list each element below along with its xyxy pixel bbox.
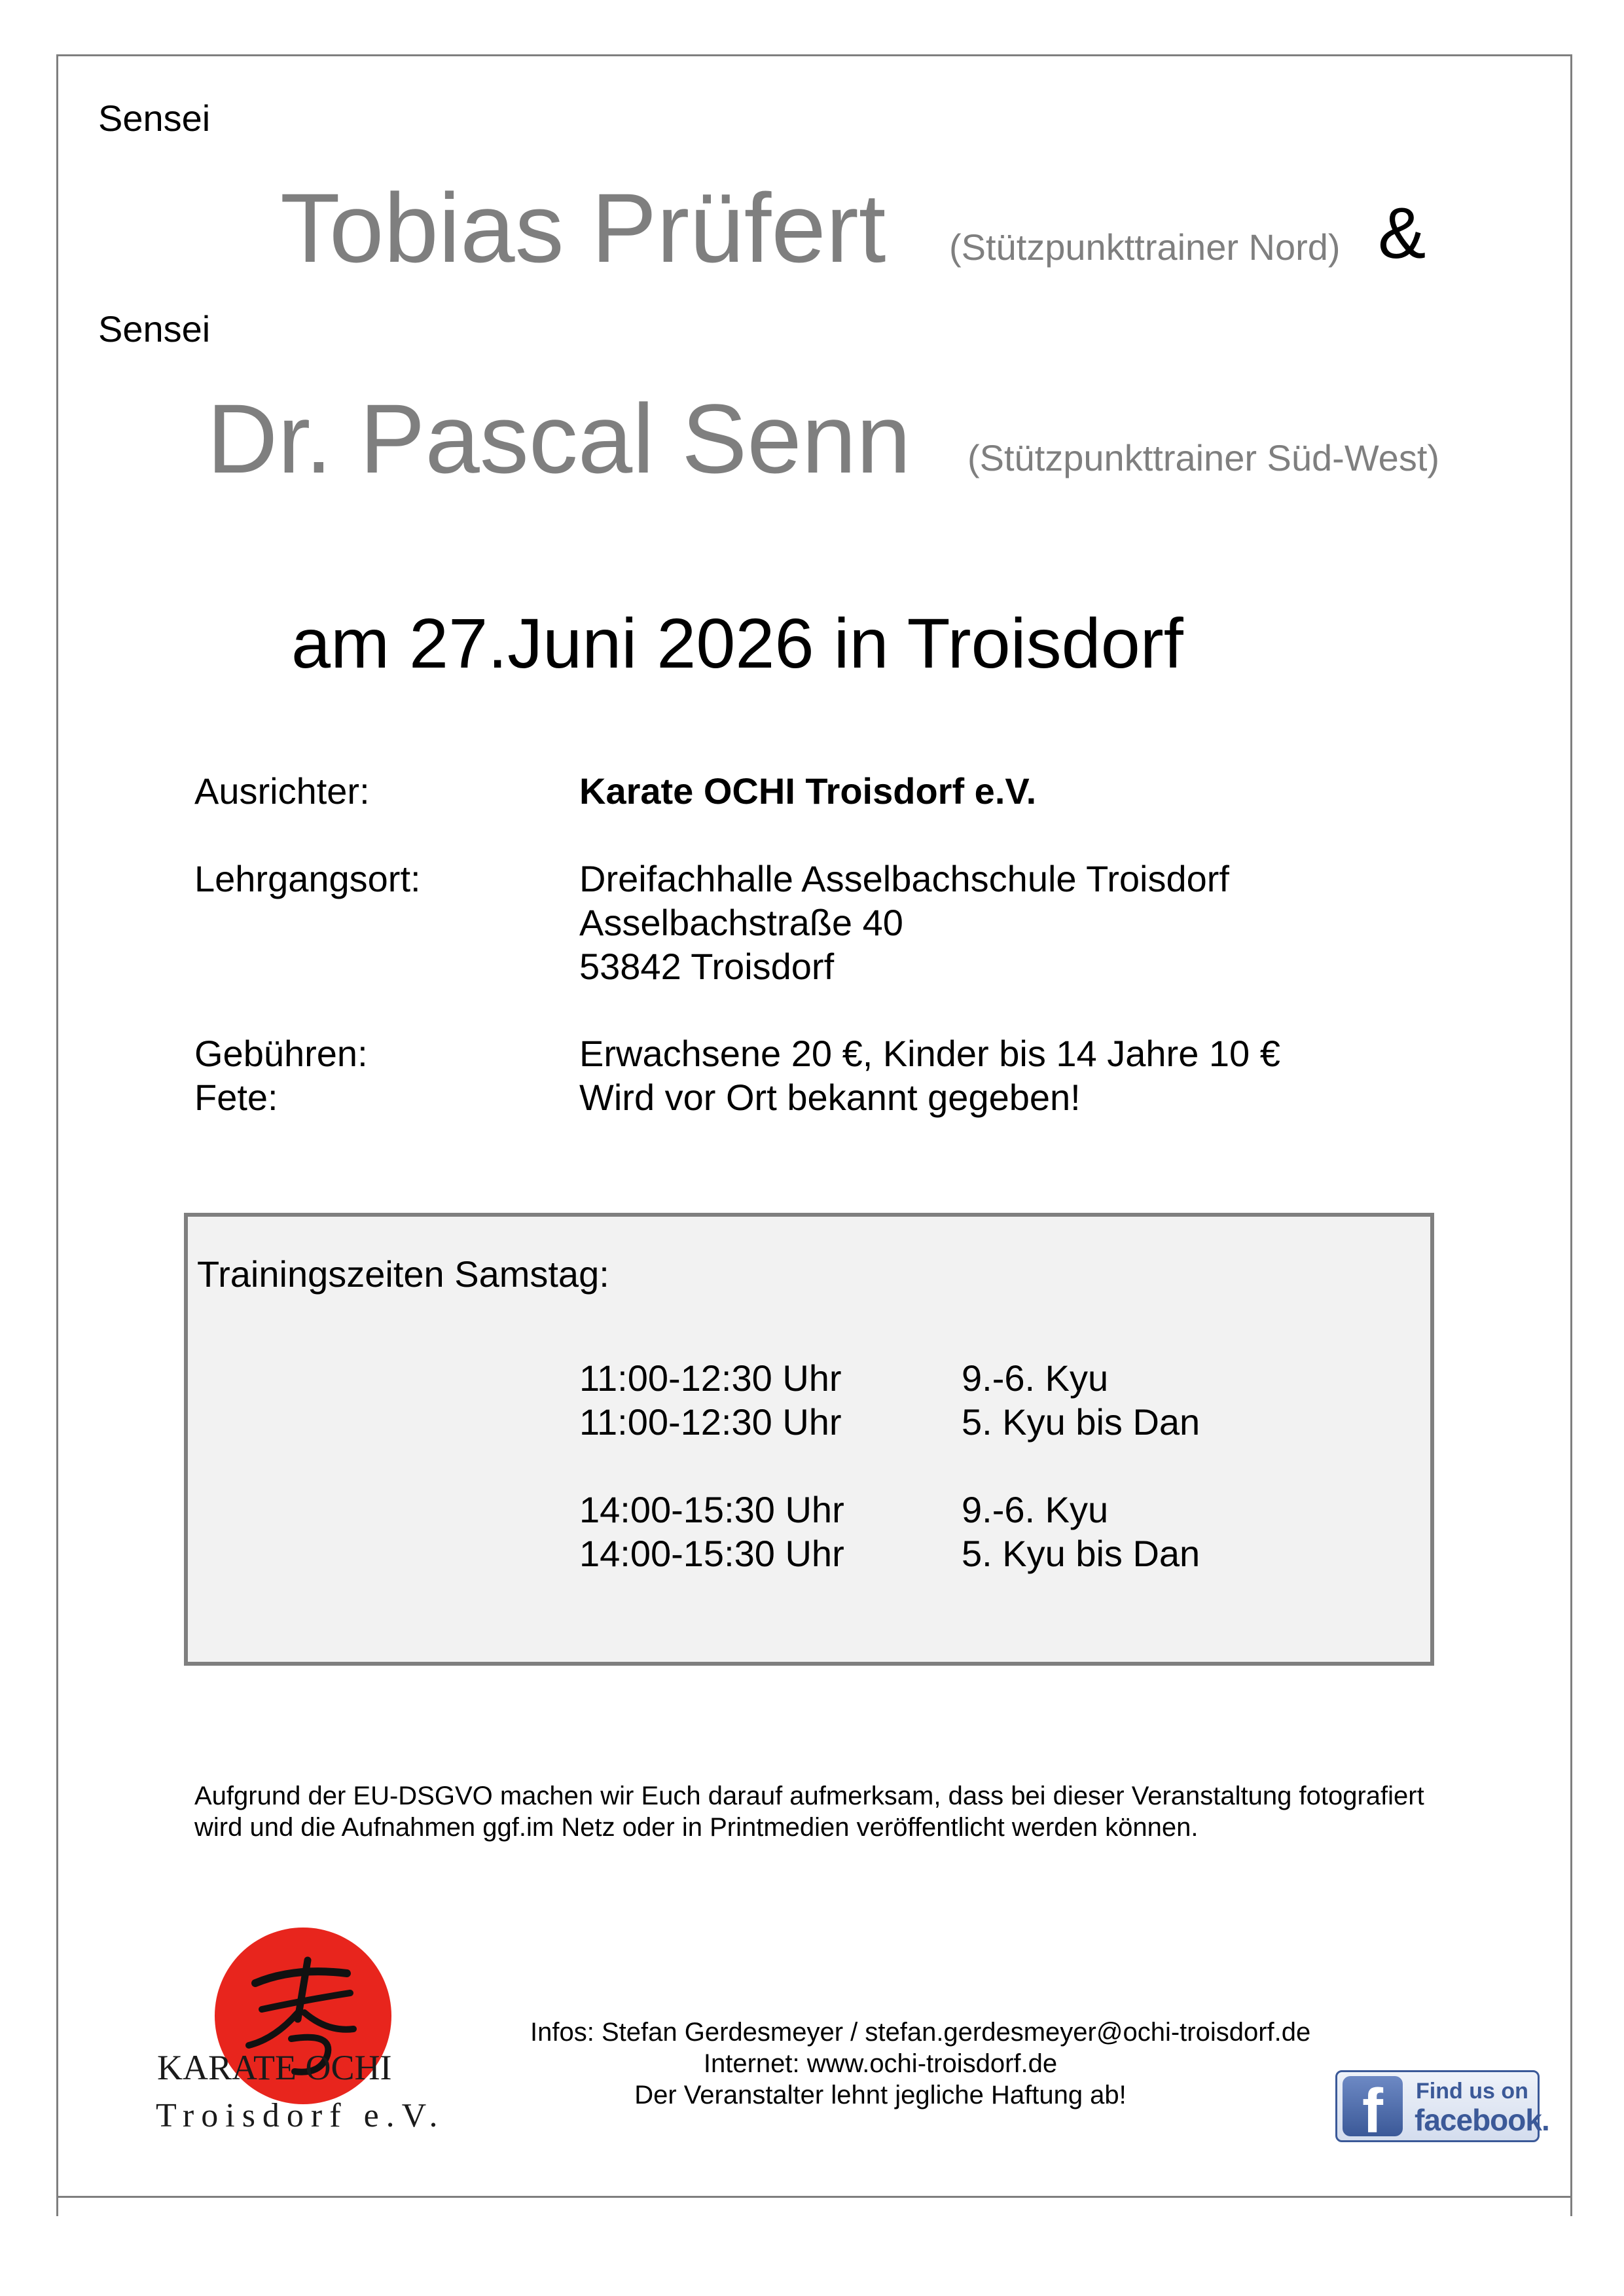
gdpr-notice [194,1780,1424,1843]
trainer2-prefix: Sensei [98,308,211,350]
event-date: am 27.Juni 2026 in Troisdorf [291,603,1183,683]
notice-line: wird und die Aufnahmen ggf.im Netz oder in Printmedien veröffentlicht werden können. [194,1813,1199,1842]
trainer1-role: (Stützpunkttrainer Nord) [949,226,1341,268]
venue-address [579,857,1229,988]
training-heading: Trainingszeiten Samstag: [197,1253,609,1295]
trainer2-role: (Stützpunkttrainer Süd-West) [967,437,1440,478]
page-frame [56,54,1572,2216]
facebook-wordmark: facebook. [1415,2103,1549,2137]
party-label: Fete: [194,1077,278,1118]
party-value: Wird vor Ort bekannt gegeben! [579,1077,1081,1118]
disclaimer-line: Der Veranstalter lehnt jegliche Haftung ab! [634,2081,1127,2109]
session-time: 14:00-15:30 Uhr [579,1489,844,1530]
page-frame-bottom [56,2196,1572,2198]
trainer2-name: Dr. Pascal Senn [207,384,911,493]
facebook-find-us: Find us on [1416,2079,1528,2104]
logo-text-troisdorf: Troisdorf e.V. [156,2097,445,2134]
trainer1-prefix: Sensei [98,98,211,139]
footer-info [530,2017,1311,2111]
contact-line: Infos: Stefan Gerdesmeyer / stefan.gerdesmeyer@ochi-troisdorf.de [530,2018,1311,2047]
session-time: 11:00-12:30 Uhr [579,1401,842,1443]
internet-line: Internet: www.ochi-troisdorf.de [703,2049,1058,2078]
venue-line: Dreifachhalle Asselbachschule Troisdorf [579,858,1229,899]
venue-label: Lehrgangsort: [194,858,421,899]
logo-text-karate-ochi: KARATE OCHI [157,2048,392,2087]
session-group: 5. Kyu bis Dan [962,1533,1200,1574]
training-box [184,1213,1434,1666]
organizer-label: Ausrichter: [194,770,370,812]
trainer1-name: Tobias Prüfert [280,173,886,283]
facebook-icon: f [1343,2076,1403,2136]
session-group: 5. Kyu bis Dan [962,1401,1200,1443]
organizer-value: Karate OCHI Troisdorf e.V. [579,770,1037,812]
fees-label: Gebühren: [194,1033,368,1074]
venue-line: 53842 Troisdorf [579,946,835,987]
venue-line: Asselbachstraße 40 [579,902,903,943]
session-group: 9.-6. Kyu [962,1357,1109,1399]
session-time: 14:00-15:30 Uhr [579,1533,844,1574]
notice-line: Aufgrund der EU-DSGVO machen wir Euch darauf aufmerksam, dass bei dieser Veranstaltung fotografiert [194,1782,1424,1810]
session-group: 9.-6. Kyu [962,1489,1109,1530]
fees-value: Erwachsene 20 €, Kinder bis 14 Jahre 10 € [579,1033,1280,1074]
session-time: 11:00-12:30 Uhr [579,1357,842,1399]
ampersand: & [1378,193,1426,274]
facebook-badge[interactable] [1335,2070,1549,2142]
